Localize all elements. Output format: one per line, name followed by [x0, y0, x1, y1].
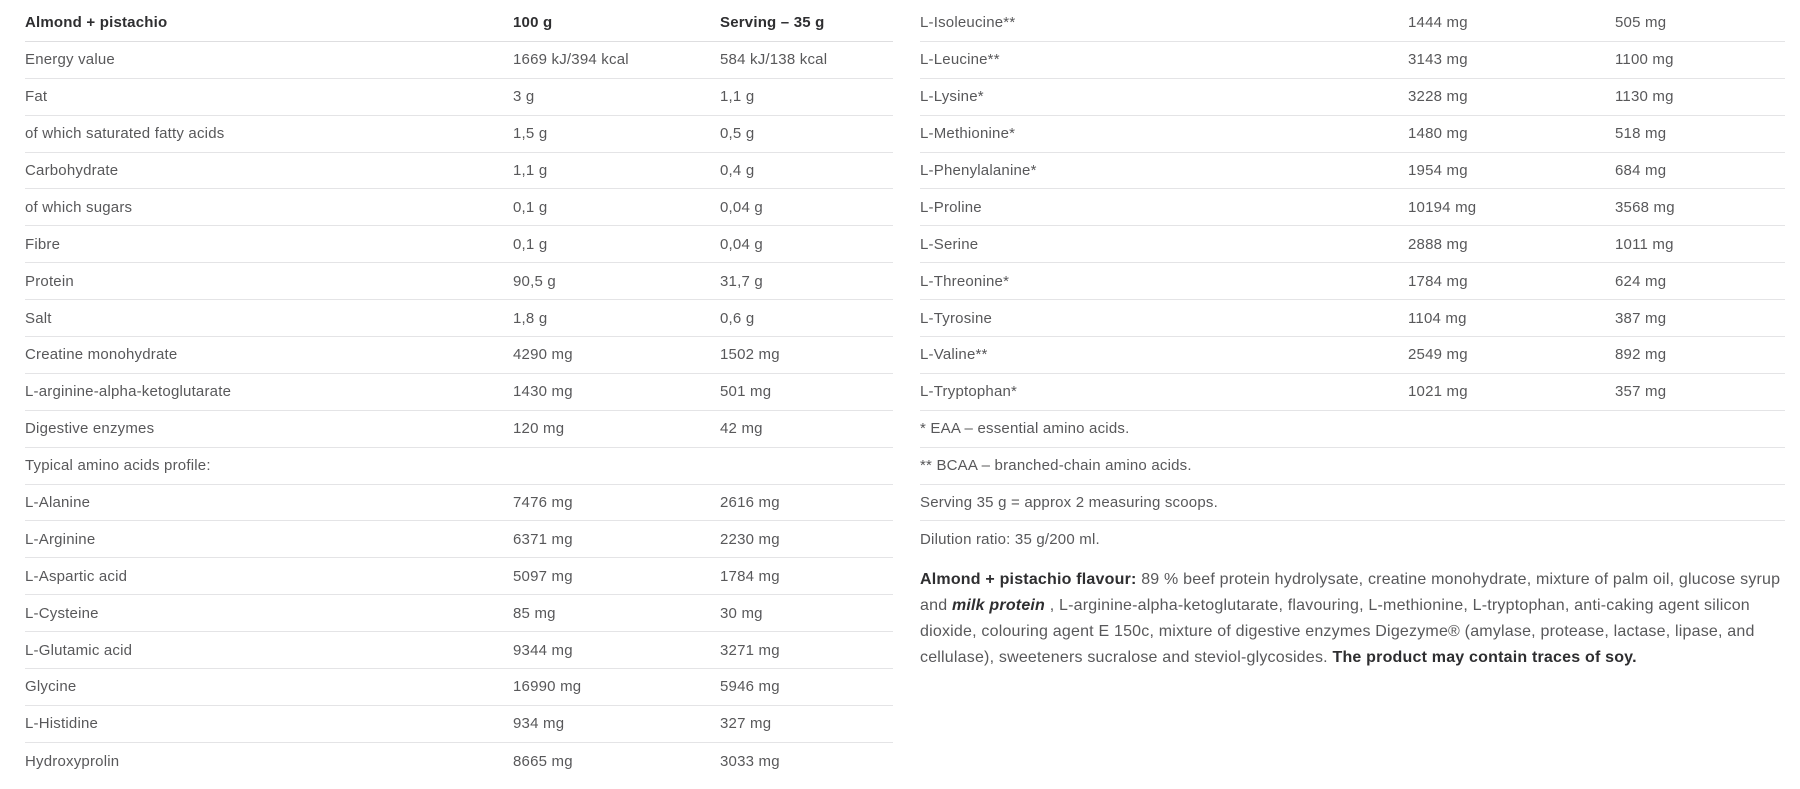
per-serving-value: 327 mg: [720, 715, 772, 733]
per-100g-value: 90,5 g: [513, 272, 556, 290]
per-serving-value: 624 mg: [1615, 272, 1667, 290]
per-serving-value: 505 mg: [1615, 14, 1667, 32]
nutrient-label: Energy value: [25, 51, 115, 69]
per-100g-value: 2549 mg: [1408, 346, 1468, 364]
nutrient-row: [25, 743, 893, 780]
per-serving-value: 3568 mg: [1615, 198, 1675, 216]
nutrient-label: Fat: [25, 88, 48, 106]
per-serving-value: 0,4 g: [720, 162, 755, 179]
per-100g-value: 120 mg: [513, 420, 565, 438]
per-serving-value: 3033 mg: [720, 752, 780, 770]
per-serving-value: 2616 mg: [720, 494, 780, 512]
col-header-serving: Serving – 35 g: [720, 14, 825, 32]
footnote-row: [920, 521, 1785, 558]
nutrient-row: [25, 521, 893, 558]
nutrient-row: [25, 558, 893, 595]
ingredient-segment: milk protein: [951, 597, 1046, 615]
nutrient-row: [25, 116, 893, 153]
flavour-title: Almond + pistachio: [25, 14, 168, 32]
amino-acid-label: L-Valine**: [920, 346, 988, 364]
per-100g-value: 3143 mg: [1408, 51, 1468, 69]
amino-acid-row: [920, 5, 1785, 42]
amino-acid-label: L-Threonine*: [920, 272, 1010, 290]
per-100g-value: 1,1 g: [513, 162, 548, 179]
per-100g-value: 7476 mg: [513, 494, 573, 512]
amino-acid-row: [920, 153, 1785, 190]
per-serving-value: 1,1 g: [720, 88, 755, 106]
per-serving-value: 1011 mg: [1615, 235, 1674, 253]
nutrient-row: [25, 226, 893, 263]
per-100g-value: 16990 mg: [513, 678, 582, 696]
per-100g-value: 1784 mg: [1408, 272, 1468, 290]
ingredient-segment: , L-arginine-alpha-ketoglutarate, flavouring, L-methionine, L-tryptophan, anti-caking agent silicon dioxide, colouring agent E 150c, mixture of digestive enzymes Digezyme® (amylase, protease, lactase, lipase, and cellulase), sweeteners sucralose and steviol-glycosides.: [920, 597, 1755, 666]
amino-acid-rows: [920, 5, 1785, 411]
per-100g-value: 1104 mg: [1408, 309, 1467, 327]
footnote-text: ** BCAA – branched-chain amino acids.: [920, 457, 1192, 475]
amino-acid-label: L-Isoleucine**: [920, 14, 1016, 32]
nutrient-row: [25, 632, 893, 669]
amino-acid-row: [920, 42, 1785, 79]
per-serving-value: 3271 mg: [720, 641, 780, 659]
nutrient-label: of which saturated fatty acids: [25, 125, 225, 143]
ingredient-segment: The product may contain traces of soy.: [1332, 648, 1637, 666]
per-serving-value: 387 mg: [1615, 309, 1667, 327]
footnote-row: [920, 448, 1785, 485]
per-100g-value: 9344 mg: [513, 641, 573, 659]
footnote-row: [920, 485, 1785, 522]
nutrient-row: [25, 411, 893, 448]
amino-acid-label: L-Tryptophan*: [920, 383, 1018, 401]
amino-acid-label: L-Methionine*: [920, 125, 1016, 143]
per-serving-value: 2230 mg: [720, 530, 780, 548]
per-100g-value: 3228 mg: [1408, 88, 1468, 106]
per-serving-value: 584 kJ/138 kcal: [720, 51, 828, 69]
per-serving-value: 0,04 g: [720, 235, 763, 253]
amino-acid-row: [920, 79, 1785, 116]
per-serving-value: 42 mg: [720, 420, 763, 438]
nutrient-rows: [25, 42, 893, 780]
per-100g-value: 10194 mg: [1408, 198, 1477, 216]
ingredient-segment: 89 % beef protein hydrolysate, creatine monohydrate, mixture of palm oil, glucose syrup and: [920, 571, 1781, 615]
nutrient-label: L-Cysteine: [25, 604, 99, 622]
nutrient-label: Hydroxyprolin: [25, 752, 120, 770]
per-serving-value: 30 mg: [720, 604, 763, 622]
ingredient-segment: Almond + pistachio flavour:: [920, 571, 1142, 589]
nutrient-label: L-Aspartic acid: [25, 567, 128, 585]
nutrient-row: [25, 448, 893, 485]
per-100g-value: 3 g: [513, 88, 535, 106]
nutrient-row: [25, 374, 893, 411]
per-100g-value: 0,1 g: [513, 198, 548, 216]
per-100g-value: 934 mg: [513, 715, 565, 733]
per-100g-value: 1,5 g: [513, 125, 548, 143]
nutrient-row: [25, 706, 893, 743]
nutrient-row: [25, 337, 893, 374]
amino-acid-label: L-Leucine**: [920, 51, 1000, 69]
per-100g-value: 1669 kJ/394 kcal: [513, 51, 629, 69]
per-serving-value: 0,04 g: [720, 198, 763, 216]
per-serving-value: 518 mg: [1615, 125, 1667, 143]
nutrition-table-right: [920, 5, 1785, 558]
footnote-row: [920, 411, 1785, 448]
per-100g-value: 1480 mg: [1408, 125, 1468, 143]
per-100g-value: 1,8 g: [513, 309, 548, 327]
footnote-rows: [920, 411, 1785, 559]
nutrient-label: Typical amino acids profile:: [25, 457, 211, 475]
nutrient-row: [25, 189, 893, 226]
per-100g-value: 2888 mg: [1408, 235, 1468, 253]
nutrient-label: L-Arginine: [25, 530, 96, 548]
per-100g-value: 4290 mg: [513, 346, 573, 364]
per-serving-value: 1502 mg: [720, 346, 780, 364]
per-100g-value: 1444 mg: [1408, 14, 1468, 32]
amino-acid-row: [920, 337, 1785, 374]
per-100g-value: 8665 mg: [513, 752, 573, 770]
per-100g-value: 1021 mg: [1408, 383, 1468, 401]
nutrient-row: [25, 669, 893, 706]
amino-acid-label: L-Serine: [920, 235, 979, 253]
amino-acid-row: [920, 300, 1785, 337]
nutrient-label: Fibre: [25, 235, 61, 253]
nutrient-label: Salt: [25, 309, 52, 327]
footnote-text: Dilution ratio: 35 g/200 ml.: [920, 531, 1100, 549]
per-serving-value: 31,7 g: [720, 272, 763, 290]
nutrient-row: [25, 79, 893, 116]
per-serving-value: 892 mg: [1615, 346, 1667, 364]
per-serving-value: 5946 mg: [720, 678, 780, 696]
per-serving-value: 357 mg: [1615, 383, 1667, 401]
per-serving-value: 1784 mg: [720, 567, 780, 585]
per-100g-value: 0,1 g: [513, 235, 548, 253]
nutrient-label: L-Histidine: [25, 715, 99, 733]
nutrient-label: Digestive enzymes: [25, 420, 155, 438]
amino-acid-row: [920, 263, 1785, 300]
nutrient-label: Protein: [25, 272, 74, 290]
nutrient-label: Carbohydrate: [25, 162, 119, 179]
amino-acid-row: [920, 189, 1785, 226]
per-100g-value: 6371 mg: [513, 530, 573, 548]
per-100g-value: 85 mg: [513, 604, 556, 622]
nutrition-table-left: [25, 5, 893, 780]
amino-acid-row: [920, 374, 1785, 411]
ingredients-paragraph: [920, 567, 1785, 670]
per-serving-value: 1100 mg: [1615, 51, 1674, 69]
nutrient-row: [25, 595, 893, 632]
nutrient-label: L-arginine-alpha-ketoglutarate: [25, 383, 232, 401]
table-header-row: [25, 5, 893, 42]
nutrient-row: [25, 263, 893, 300]
per-100g-value: 5097 mg: [513, 567, 573, 585]
amino-acid-row: [920, 116, 1785, 153]
col-header-100g: 100 g: [513, 14, 553, 32]
nutrient-row: [25, 153, 893, 190]
nutrient-label: L-Glutamic acid: [25, 641, 133, 659]
footnote-text: Serving 35 g = approx 2 measuring scoops.: [920, 494, 1218, 512]
amino-acid-label: L-Tyrosine: [920, 309, 993, 327]
nutrient-row: [25, 300, 893, 337]
amino-acid-row: [920, 226, 1785, 263]
nutrient-row: [25, 42, 893, 79]
footnote-text: * EAA – essential amino acids.: [920, 420, 1130, 438]
per-serving-value: 0,6 g: [720, 309, 755, 327]
nutrient-label: Creatine monohydrate: [25, 346, 178, 364]
amino-acid-label: L-Phenylalanine*: [920, 162, 1037, 179]
nutrient-label: L-Alanine: [25, 494, 91, 512]
nutrient-row: [25, 485, 893, 522]
per-100g-value: 1430 mg: [513, 383, 573, 401]
per-serving-value: 501 mg: [720, 383, 772, 401]
per-100g-value: 1954 mg: [1408, 162, 1468, 179]
amino-acid-label: L-Proline: [920, 198, 982, 216]
nutrition-column-right: [920, 5, 1785, 780]
per-serving-value: 1130 mg: [1615, 88, 1674, 106]
nutrient-label: Glycine: [25, 678, 77, 696]
nutrient-label: of which sugars: [25, 198, 133, 216]
amino-acid-label: L-Lysine*: [920, 88, 984, 106]
per-serving-value: 0,5 g: [720, 125, 755, 143]
per-serving-value: 684 mg: [1615, 162, 1667, 179]
